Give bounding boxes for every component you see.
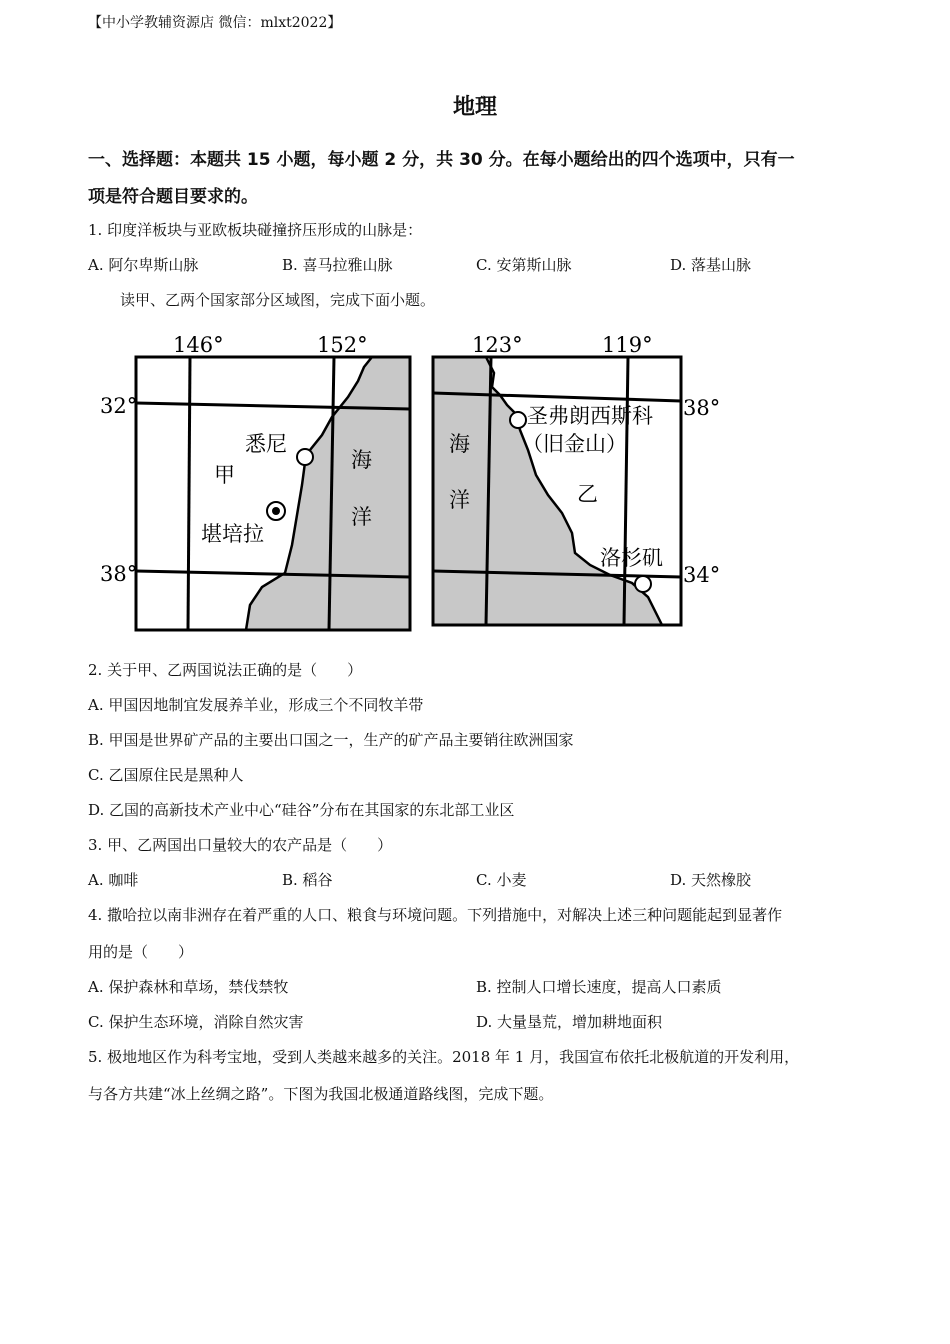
question-4-stem-line2: 用的是（ ） (88, 943, 194, 961)
question-4-stem-line1: 4. 撒哈拉以南非洲存在着严重的人口、粮食与环境问题。下列措施中，对解决上述三种问题能起到显著作 (88, 906, 783, 924)
label-country-jia: 甲 (214, 463, 235, 487)
question-3-option-a: A. 咖啡 (88, 871, 139, 889)
question-2-option-a: A. 甲国因地制宜发展养羊业，形成三个不同牧羊带 (88, 696, 424, 714)
section-heading-line1: 一、选择题：本题共 15 小题，每小题 2 分，共 30 分。在每小题给出的四个选项中，只有一 (88, 150, 795, 170)
los-angeles-marker (635, 576, 651, 592)
question-1-option-b: B. 喜马拉雅山脉 (282, 256, 393, 274)
page-header: 【中小学教辅资源店 微信：mlxt2022】 (88, 15, 342, 31)
label-country-yi: 乙 (577, 482, 598, 506)
capital-dot-icon (272, 507, 280, 515)
question-1-option-a: A. 阿尔卑斯山脉 (88, 256, 199, 274)
label-ocean-left: 洋 (351, 505, 372, 529)
question-4-option-a: A. 保护森林和草场，禁伐禁牧 (88, 978, 289, 996)
question-2-option-d: D. 乙国的高新技术产业中心“硅谷”分布在其国家的东北部工业区 (88, 801, 515, 819)
question-1-option-d: D. 落基山脉 (670, 256, 752, 274)
label-lon-119: 119° (602, 333, 653, 357)
section-heading-line2: 项是符合题目要求的。 (88, 187, 258, 207)
san-francisco-marker (510, 412, 526, 428)
question-2-stem: 2. 关于甲、乙两国说法正确的是（ ） (88, 661, 363, 679)
label-canberra: 堪培拉 (201, 522, 264, 546)
question-4-option-d: D. 大量垦荒，增加耕地面积 (476, 1013, 663, 1031)
label-san-francisco: 圣弗朗西斯科 (527, 404, 653, 428)
label-los-angeles: 洛杉矶 (600, 546, 663, 570)
label-lat-38-right: 38° (683, 396, 721, 420)
page-title: 地理 (452, 95, 497, 120)
label-lon-152: 152° (317, 333, 368, 357)
label-ocean-right: 洋 (449, 488, 470, 512)
label-old-gold-mountain: （旧金山） (522, 432, 627, 456)
label-sea-left: 海 (351, 448, 372, 472)
meridian-146 (188, 357, 190, 630)
question-4-option-c: C. 保护生态环境，消除自然灾害 (88, 1013, 304, 1031)
reading-intro: 读甲、乙两个国家部分区域图，完成下面小题。 (120, 291, 436, 309)
ocean-area-left (246, 357, 410, 630)
question-3-option-d: D. 天然橡胶 (670, 871, 752, 889)
label-lat-32: 32° (100, 394, 138, 418)
map-right (433, 333, 720, 625)
sydney-marker (297, 449, 313, 465)
label-lon-146: 146° (173, 333, 224, 357)
question-2-option-b: B. 甲国是世界矿产品的主要出口国之一，生产的矿产品主要销往欧洲国家 (88, 731, 574, 749)
label-sydney: 悉尼 (245, 432, 287, 456)
question-3-option-c: C. 小麦 (476, 871, 527, 889)
question-1-stem: 1. 印度洋板块与亚欧板块碰撞挤压形成的山脉是： (88, 221, 423, 239)
question-3-option-b: B. 稻谷 (282, 871, 333, 889)
label-lat-34: 34° (683, 563, 721, 587)
question-1-option-c: C. 安第斯山脉 (476, 256, 572, 274)
question-5-line2: 与各方共建“冰上丝绸之路”。下图为我国北极通道路线图，完成下题。 (88, 1085, 554, 1103)
map-left (100, 333, 410, 630)
question-4-option-b: B. 控制人口增长速度，提高人口素质 (476, 978, 722, 996)
label-lat-38: 38° (100, 562, 138, 586)
country-region-maps (0, 325, 950, 640)
label-sea-right: 海 (449, 432, 470, 456)
question-5-line1: 5. 极地地区作为科考宝地，受到人类越来越多的关注。2018 年 1 月，我国宣布依托北极航道的开发利用， (88, 1048, 800, 1066)
label-lon-123: 123° (472, 333, 523, 357)
question-3-stem: 3. 甲、乙两国出口量较大的农产品是（ ） (88, 836, 393, 854)
question-2-option-c: C. 乙国原住民是黑种人 (88, 766, 244, 784)
